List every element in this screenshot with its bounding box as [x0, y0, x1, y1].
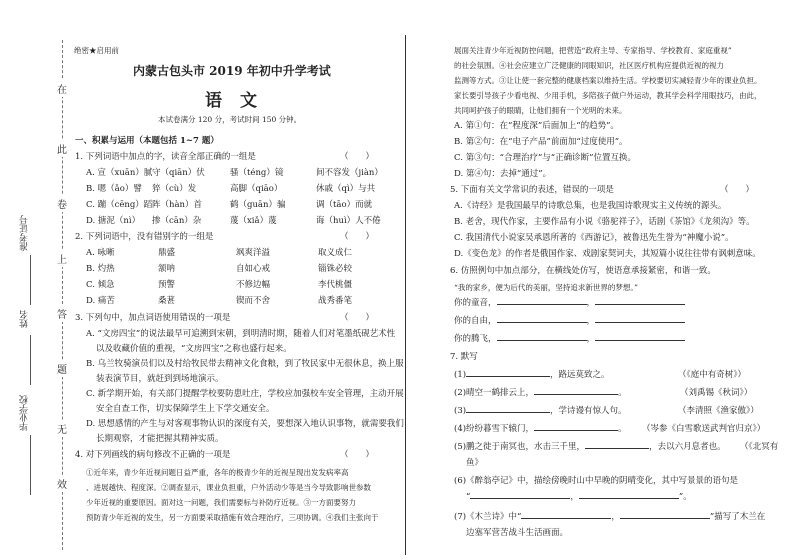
binding-mark: 上	[57, 250, 67, 267]
option-cell: 掺（cān）杂	[152, 216, 202, 226]
side-fill-line	[30, 435, 31, 495]
passage-line: 预防青少年近视的发生，另一方面要采取措施有效合理治疗，三项协调。④我们主张向于	[86, 513, 379, 522]
text-line: 装表演节目，就赶到到场地演示。	[96, 374, 224, 384]
fill-line: 你的童音， ，	[454, 298, 685, 309]
question-4-stem: 4. 对下列画线的病句修改不正确的一项是	[75, 450, 231, 460]
fill-line: 你的腾飞， ，	[454, 334, 685, 345]
option-line: B. 老舍，现代作家，主要作品有小说《骆驼祥子》，话剧《茶馆》《龙须沟》等。	[454, 217, 755, 227]
dictation-item: (4)纷纷暮雪下辕门， 。	[454, 424, 627, 434]
passage-line: 、进展越快、程度深。②调查显示，课业负担重，户外活动少等是当今导致影响世参数	[86, 483, 371, 492]
option-cell: 高脚（qiāo）	[230, 184, 283, 194]
verse-text: ”描写了木兰在	[709, 512, 766, 522]
text-line: 安全自查工作，切实保障学生上下学交通安全。	[96, 404, 275, 414]
answer-paren: （ ）	[720, 185, 755, 195]
verse-text: 鹏之徙于南冥也，水击三千里，	[466, 442, 586, 452]
text-line: 长期观察，才能把握其精神实质。	[96, 434, 224, 444]
text-line: D. 思想感情的产生与对客观事物认识的深度有关，要想深入地认识事物，就需要我们	[86, 419, 404, 429]
option-cell: 诲（huì）人不倦	[316, 216, 381, 226]
binding-mark: 无	[57, 420, 67, 437]
question-5-stem: 5. 下面有关文学常识的表述，错误的一项是	[450, 185, 614, 195]
binding-line	[62, 40, 63, 550]
answer-blank[interactable]	[497, 304, 587, 305]
text-line: 边塞军营苦战斗生活画面。	[466, 528, 569, 538]
option-cell: C. 蹦（cēng）蹈	[86, 200, 153, 210]
option-cell: 自如心戒	[236, 264, 271, 274]
option-cell: 桑葚	[158, 296, 176, 306]
dictation-item	[454, 406, 627, 417]
text-line: C. 新学期开始，有关部门提醒学校要防患吐庄，学校应加强校车安全管理，主动开展	[86, 389, 404, 399]
secret-label: 绝密★启用前	[74, 46, 119, 55]
verse-text: ，路远莫致之。	[550, 370, 610, 380]
binding-mark: 答	[57, 305, 67, 322]
option-cell: 取义成仁	[318, 248, 353, 258]
dictation-item	[454, 442, 726, 453]
passage-line: 共同呵护孩子的眼睛，让他们拥有一个光明的未来。	[454, 106, 627, 115]
option-cell: 不修边幅	[236, 280, 271, 290]
option-line: B. 第②句：在“电子产品”前面加“过度使用”。	[454, 137, 628, 147]
subject-title: 语文	[205, 91, 275, 111]
answer-blank[interactable]	[595, 304, 685, 305]
option-line: D.《变色龙》的作者是俄国作家、戏剧家契诃夫，其短篇小说往往带有讽刺意味。	[454, 249, 761, 259]
option-cell: 颔呐	[158, 264, 176, 274]
option-cell: 战秀番笔	[318, 296, 353, 306]
binding-mark: 在	[57, 80, 67, 97]
option-cell: 鹤（guān）骗	[230, 200, 286, 210]
source-text: （刘禹锡《秋词》）	[680, 388, 753, 398]
option-line: C. 第③句：“合理治疗”与“正确诊断”位置互换。	[454, 153, 636, 163]
text-line: B. 乌兰牧骑演员们以及村给牧民带去精神文化食粮，到了牧民家中无很休息，换上服	[86, 359, 404, 369]
text-line: A. “文房四宝”的说法最早可追溯到宋朝，到明清时期，随着人们对笔墨纸砚艺术性	[86, 329, 396, 339]
exam-title: 内蒙古包头市 2019 年初中升学考试	[133, 64, 331, 78]
option-line: A. 第①句：在“程度深”后面加上“的趋势”。	[454, 121, 619, 131]
question-3-stem: 3. 下列句中，加点词语使用错误的一项是	[75, 313, 231, 323]
dictation-item-7: (7)《木兰诗》中“ ， ”描写了木兰在	[454, 512, 766, 522]
option-cell: A. 咏晰	[86, 248, 115, 258]
section-heading: 一、积累与运用（本题包括 1~7 题）	[75, 136, 219, 146]
passage-line: 家长要引导孩子少看电视、少用手机，多陪孩子做户外运动，教其学会科学用眼技巧，由此，	[454, 91, 762, 100]
fill-prompt: 你的自由，	[454, 316, 497, 326]
binding-mark: 卷	[57, 195, 67, 212]
binding-mark: 题	[57, 360, 67, 377]
option-cell: 锱铢必较	[318, 264, 353, 274]
source-text: （《庭中有奇树》）	[678, 370, 747, 380]
passage-line: 少年近视的重要原因。面对这一问题，我们需要标与补防疗近视。③一方面要努力	[86, 498, 356, 507]
item-number: (5)	[454, 442, 467, 452]
option-line: A.《诗经》是我国最早的诗歌总集，也是我国诗歌现实主义传统的源头。	[454, 201, 727, 211]
fill-line: 你的自由， ，	[454, 316, 685, 327]
answer-blank[interactable]	[466, 412, 550, 413]
source-text: 鱼》	[466, 458, 484, 468]
verse-text: ，去以六月息者也。	[649, 442, 726, 452]
page-divider	[405, 35, 406, 555]
answer-blank[interactable]	[595, 340, 685, 341]
text-line: 以及收藏价值的重视，“文房四宝”之称也盛行起来。	[96, 344, 292, 354]
question-6-stem: 6. 仿照例句中加点部分，在横线处仿写，使语意承接紧密，和谐一致。	[450, 266, 716, 276]
option-cell: B. 灼热	[86, 264, 115, 274]
binding-mark: 此	[57, 140, 67, 157]
option-cell: 调（tāo）而就	[316, 200, 373, 210]
answer-blank[interactable]	[521, 518, 611, 519]
side-fill-line	[30, 255, 31, 305]
side-fill-line	[30, 335, 31, 385]
option-cell: 预警	[158, 280, 176, 290]
answer-blank[interactable]	[534, 394, 618, 395]
answer-paren: （ ）	[340, 313, 375, 323]
example-sentence: “我的家乡，便为后代的美丽，坚持追求新世界的梦想。”	[454, 283, 638, 292]
answer-blank[interactable]	[534, 430, 618, 431]
item-number: (1)	[454, 370, 467, 380]
option-line: C. 我国清代小说家吴承恩所著的《西游记》，被鲁迅先生誉为“神魔小说”。	[454, 233, 734, 243]
side-label-name: 姓名	[20, 310, 30, 328]
option-cell: 李代桃僵	[318, 280, 353, 290]
binding-mark: 效	[57, 475, 67, 492]
question-2-stem: 2. 下列词语中，没有错别字的一组是	[75, 232, 214, 242]
fill-prompt: 你的腾飞，	[454, 334, 497, 344]
passage-line: ①近年来，青少年近视问题日益严重，各年的极青少年的近视呈现出发发病率高	[86, 468, 349, 477]
verse-text: ，学诗谩有惊人句。	[550, 406, 627, 416]
dictation-item	[454, 370, 610, 381]
question-1-stem: 1. 下列词语中加点的字，读音全部正确的一组是	[75, 152, 256, 162]
option-cell: 锲而不舍	[236, 296, 271, 306]
answer-paren: （ ）	[340, 152, 375, 162]
exam-note: 本试卷满分 120 分，考试时间 150 分钟。	[158, 115, 302, 124]
question-7-stem: 7. 默写	[450, 352, 478, 362]
option-cell: 间不容发（jiàn）	[316, 168, 383, 178]
answer-blank[interactable]	[497, 340, 587, 341]
answer-blank[interactable]	[470, 498, 570, 499]
option-cell: A. 宣（xuān）腻	[86, 168, 153, 178]
answer-paren: （ ）	[340, 450, 375, 460]
option-cell: 休戚（qì）与共	[316, 184, 376, 194]
option-cell: C. 倾急	[86, 280, 115, 290]
answer-blank[interactable]	[595, 322, 685, 323]
option-line: D. 第④句：去掉“通过”。	[454, 169, 552, 179]
verse-text: (7)《木兰诗》中“	[454, 512, 522, 522]
option-cell: 鼎盛	[158, 248, 176, 258]
passage-line: 监测等方式。③让让使一套完整的健康档案以维持生活。学校要切实减轻青少年的课业负担。	[454, 76, 762, 85]
fill-line: “ ， ”。	[466, 492, 692, 502]
option-cell: 飒爽洋溢	[236, 248, 271, 258]
answer-blank[interactable]	[620, 518, 710, 519]
answer-blank[interactable]	[579, 498, 679, 499]
option-cell: 骚（téng）镜	[230, 168, 284, 178]
option-cell: 守（qiān）伏	[152, 168, 205, 178]
side-label-exam-id: 准考证号	[20, 215, 30, 251]
option-cell: B. 嗯（ǎo）譬	[86, 184, 142, 194]
answer-blank[interactable]	[466, 376, 550, 377]
option-cell: 阵（hàn）首	[152, 200, 203, 210]
answer-paren: （ ）	[340, 232, 375, 242]
verse-text: 纷纷暮雪下辕门，	[466, 424, 535, 434]
source-text: （岑参《白雪歌送武判官归京》）	[642, 424, 766, 434]
dictation-item: (2)晴空一鹤排云上， 。	[454, 388, 627, 398]
item-number: (3)	[454, 406, 467, 416]
option-cell: D. 痛苦	[86, 296, 115, 306]
source-text: （李清照《渔家傲》）	[678, 406, 759, 416]
right-page	[410, 0, 794, 560]
option-cell: 猝（cù）发	[152, 184, 197, 194]
item-number: (2)	[454, 388, 467, 398]
item-number: (4)	[454, 424, 467, 434]
option-cell: D. 搪泥（nì）	[86, 216, 141, 226]
side-label-school: 毕业学校	[20, 395, 30, 431]
source-text: （《北冥有	[740, 442, 779, 452]
passage-line: 展面关注青少年近视防控问题，把营造“政府主导、专家指导、学校教育、家庭重视”	[454, 46, 732, 55]
verse-text: 晴空一鹤排云上，	[466, 388, 535, 398]
answer-blank[interactable]	[497, 322, 587, 323]
dictation-item-6: (6)《醉翁亭记》中，描绘傍晚时山中早晚的阴晴变化，其中写景景的语句是	[454, 476, 739, 486]
answer-blank[interactable]	[585, 448, 649, 449]
fill-prompt: 你的童音，	[454, 298, 497, 308]
passage-line: 的社会氛围。④社会应建立广泛健康的同眼知识，社区医疗机构应提供近视的视力	[454, 61, 724, 70]
option-cell: 蔑（xiǎ）蔑	[230, 216, 277, 226]
